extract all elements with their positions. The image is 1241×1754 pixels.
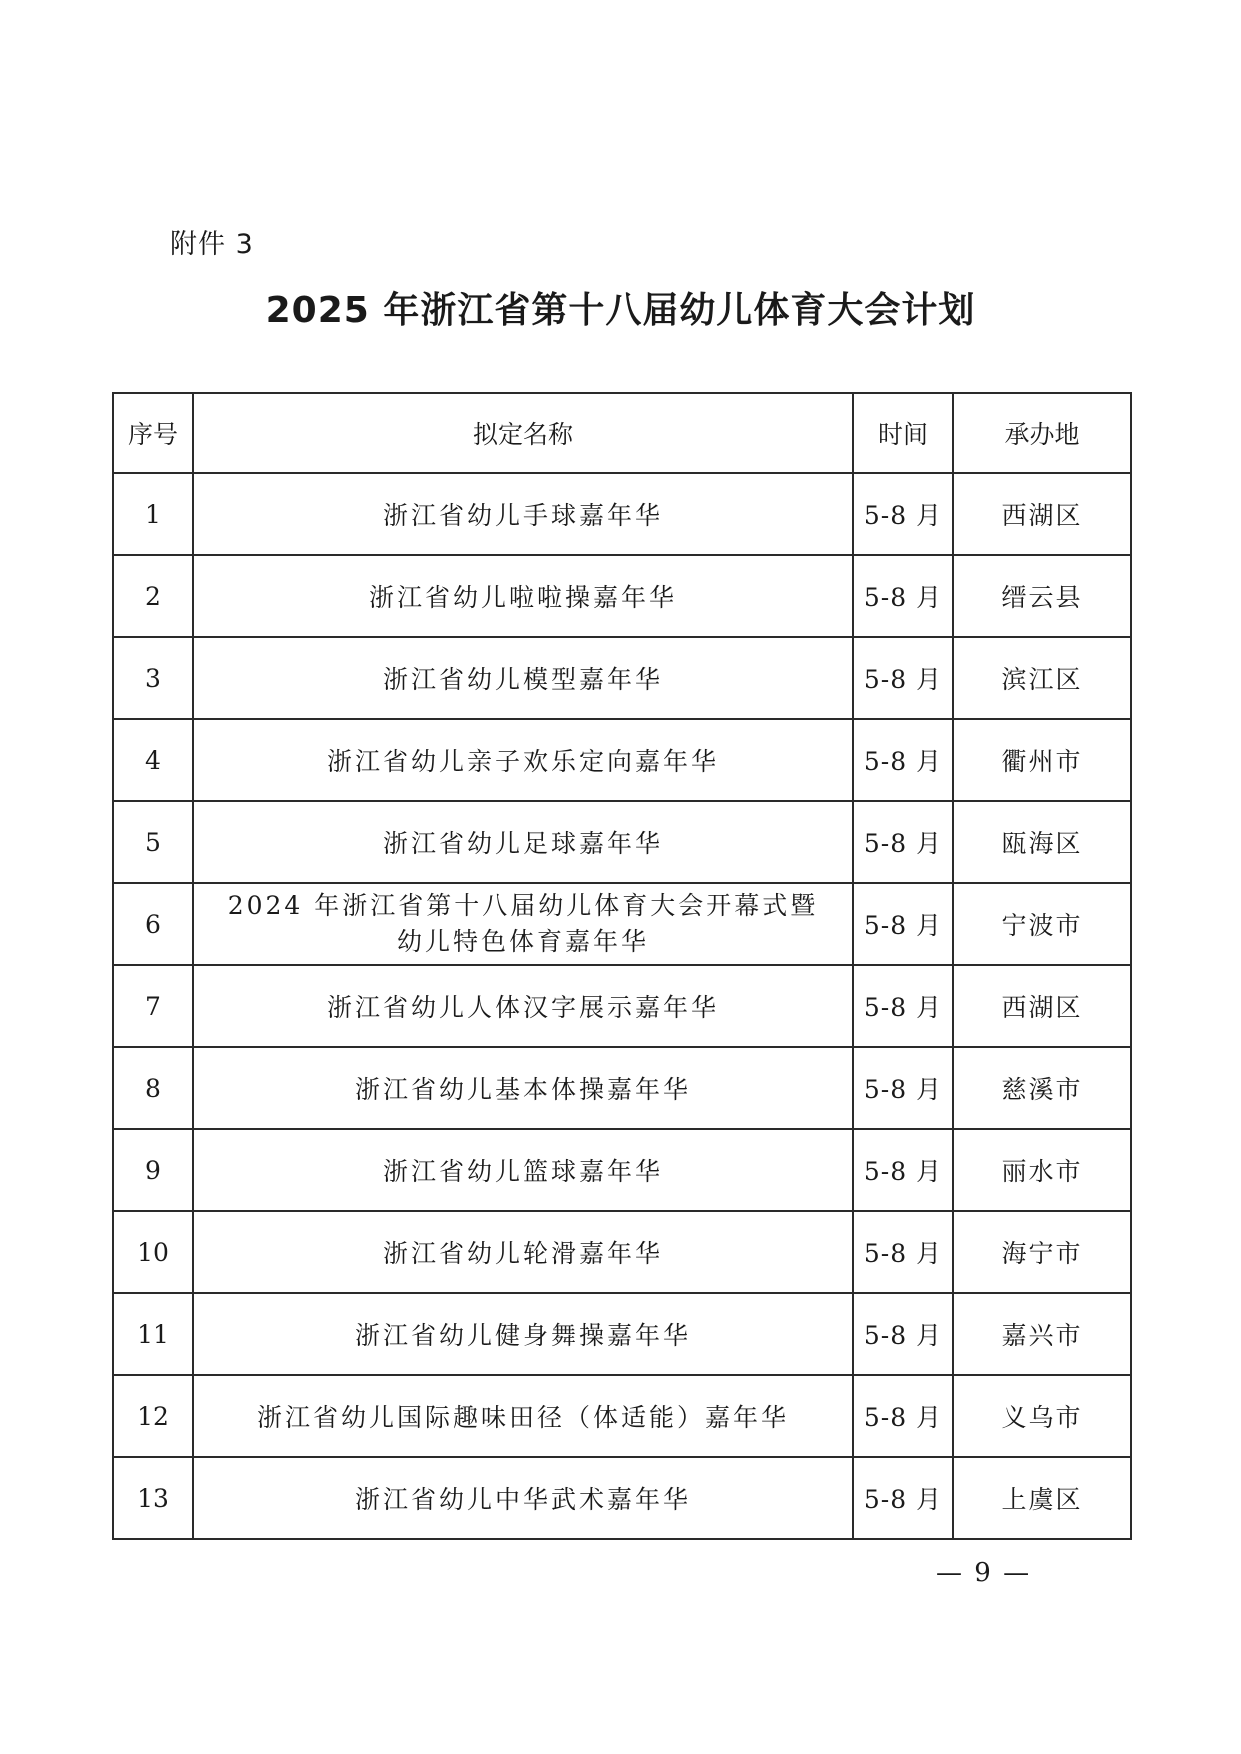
row-time: 5-8 月	[853, 719, 953, 801]
row-time: 5-8 月	[853, 1293, 953, 1375]
row-time: 5-8 月	[853, 1047, 953, 1129]
table-row	[113, 1375, 1131, 1457]
row-host: 慈溪市	[953, 1047, 1131, 1129]
header-seq: 序号	[113, 393, 193, 473]
row-host: 滨江区	[953, 637, 1131, 719]
table-row	[113, 473, 1131, 555]
row-seq: 8	[113, 1047, 193, 1129]
row-host: 缙云县	[953, 555, 1131, 637]
table-row	[113, 883, 1131, 965]
row-seq: 9	[113, 1129, 193, 1211]
table-row	[113, 1211, 1131, 1293]
row-name-line-2: 幼儿特色体育嘉年华	[396, 927, 649, 956]
page-number: — 9 —	[936, 1558, 1032, 1588]
header-time: 时间	[853, 393, 953, 473]
document-title: 2025 年浙江省第十八届幼儿体育大会计划	[265, 290, 976, 331]
row-host: 衢州市	[953, 719, 1131, 801]
row-host: 宁波市	[953, 883, 1131, 965]
row-time: 5-8 月	[853, 637, 953, 719]
row-host: 西湖区	[953, 965, 1131, 1047]
row-name: 浙江省幼儿足球嘉年华	[193, 801, 853, 883]
row-seq: 4	[113, 719, 193, 801]
row-name: 浙江省幼儿模型嘉年华	[193, 637, 853, 719]
table-row	[113, 719, 1131, 801]
row-time: 5-8 月	[853, 965, 953, 1047]
row-host: 上虞区	[953, 1457, 1131, 1539]
row-name	[193, 883, 853, 965]
table-row	[113, 1293, 1131, 1375]
row-time: 5-8 月	[853, 883, 953, 965]
row-time: 5-8 月	[853, 473, 953, 555]
row-seq: 11	[113, 1293, 193, 1375]
table-row	[113, 801, 1131, 883]
table-row	[113, 555, 1131, 637]
table-row	[113, 637, 1131, 719]
row-name: 浙江省幼儿国际趣味田径（体适能）嘉年华	[193, 1375, 853, 1457]
row-time: 5-8 月	[853, 1211, 953, 1293]
row-name: 浙江省幼儿健身舞操嘉年华	[193, 1293, 853, 1375]
table-row	[113, 1047, 1131, 1129]
row-time: 5-8 月	[853, 1129, 953, 1211]
row-seq: 5	[113, 801, 193, 883]
row-seq: 12	[113, 1375, 193, 1457]
row-name: 浙江省幼儿轮滑嘉年华	[193, 1211, 853, 1293]
row-time: 5-8 月	[853, 1375, 953, 1457]
row-time: 5-8 月	[853, 1457, 953, 1539]
row-seq: 7	[113, 965, 193, 1047]
row-seq: 6	[113, 883, 193, 965]
row-name: 浙江省幼儿人体汉字展示嘉年华	[193, 965, 853, 1047]
row-time: 5-8 月	[853, 555, 953, 637]
row-name-line-1: 2024 年浙江省第十八届幼儿体育大会开幕式暨	[227, 891, 819, 920]
row-seq: 3	[113, 637, 193, 719]
row-host: 瓯海区	[953, 801, 1131, 883]
row-host: 嘉兴市	[953, 1293, 1131, 1375]
row-name: 浙江省幼儿亲子欢乐定向嘉年华	[193, 719, 853, 801]
header-name: 拟定名称	[193, 393, 853, 473]
row-seq: 10	[113, 1211, 193, 1293]
plan-table	[112, 392, 1132, 1540]
row-seq: 1	[113, 473, 193, 555]
row-time: 5-8 月	[853, 801, 953, 883]
row-seq: 2	[113, 555, 193, 637]
table-row	[113, 965, 1131, 1047]
row-name: 浙江省幼儿中华武术嘉年华	[193, 1457, 853, 1539]
header-host: 承办地	[953, 393, 1131, 473]
row-seq: 13	[113, 1457, 193, 1539]
row-host: 海宁市	[953, 1211, 1131, 1293]
attachment-label: 附件 3	[170, 229, 254, 260]
row-host: 丽水市	[953, 1129, 1131, 1211]
row-name: 浙江省幼儿手球嘉年华	[193, 473, 853, 555]
table-row	[113, 1457, 1131, 1539]
row-host: 西湖区	[953, 473, 1131, 555]
table-header-row	[113, 393, 1131, 473]
row-name: 浙江省幼儿篮球嘉年华	[193, 1129, 853, 1211]
row-name: 浙江省幼儿基本体操嘉年华	[193, 1047, 853, 1129]
table-row	[113, 1129, 1131, 1211]
row-name: 浙江省幼儿啦啦操嘉年华	[193, 555, 853, 637]
row-host: 义乌市	[953, 1375, 1131, 1457]
